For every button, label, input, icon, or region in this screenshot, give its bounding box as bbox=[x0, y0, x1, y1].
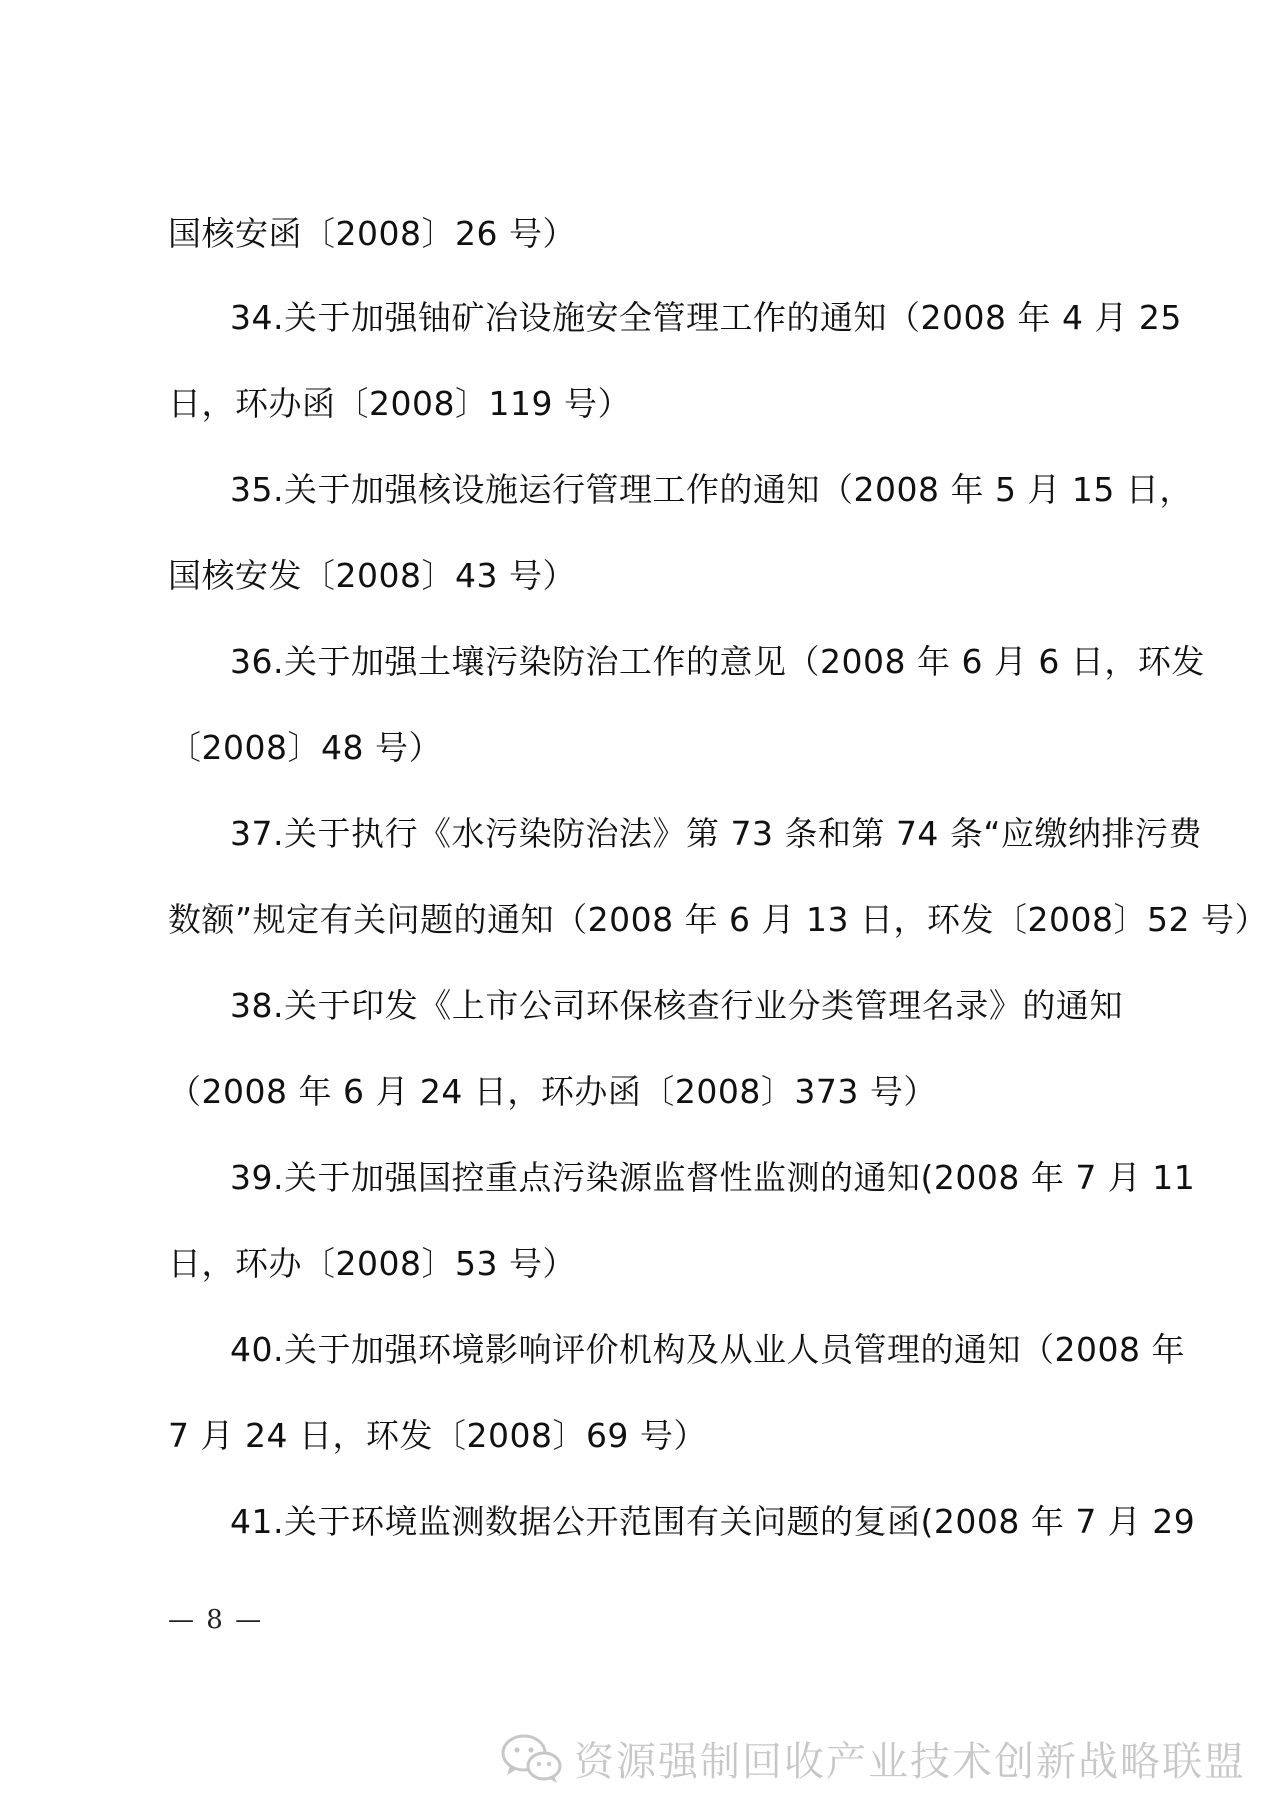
text-line: 国核安函〔2008〕26 号） bbox=[168, 214, 576, 253]
text-line: 国核安发〔2008〕43 号） bbox=[168, 556, 576, 595]
watermark-text: 资源强制回收产业技术创新战略联盟 bbox=[574, 1739, 1246, 1785]
page-number: — 8 — bbox=[168, 1605, 264, 1635]
wechat-icon bbox=[500, 1733, 564, 1785]
text-line: 日，环办函〔2008〕119 号） bbox=[168, 384, 631, 423]
watermark bbox=[500, 1730, 1246, 1787]
text-line: 〔2008〕48 号） bbox=[168, 728, 442, 767]
text-line-item-39: 39.关于加强国控重点污染源监督性监测的通知(2008 年 7 月 11 bbox=[230, 1158, 1196, 1197]
text-line-item-38: 38.关于印发《上市公司环保核查行业分类管理名录》的通知 bbox=[230, 986, 1123, 1025]
text-line: 日，环办〔2008〕53 号） bbox=[168, 1244, 576, 1283]
text-line-item-40: 40.关于加强环境影响评价机构及从业人员管理的通知（2008 年 bbox=[230, 1330, 1185, 1369]
text-line: 7 月 24 日，环发〔2008〕69 号） bbox=[168, 1416, 707, 1455]
text-line-item-41: 41.关于环境监测数据公开范围有关问题的复函(2008 年 7 月 29 bbox=[230, 1502, 1196, 1541]
text-line-item-36: 36.关于加强土壤污染防治工作的意见（2008 年 6 月 6 日，环发 bbox=[230, 642, 1205, 681]
text-line: （2008 年 6 月 24 日，环办函〔2008〕373 号） bbox=[168, 1072, 937, 1111]
text-line-item-35: 35.关于加强核设施运行管理工作的通知（2008 年 5 月 15 日， bbox=[230, 470, 1193, 509]
text-line: 数额”规定有关问题的通知（2008 年 6 月 13 日，环发〔2008〕52 号） bbox=[168, 900, 1268, 939]
text-line-item-37: 37.关于执行《水污染防治法》第 73 条和第 74 条“应缴纳排污费 bbox=[230, 814, 1203, 853]
text-line-item-34: 34.关于加强铀矿冶设施安全管理工作的通知（2008 年 4 月 25 bbox=[230, 298, 1182, 337]
